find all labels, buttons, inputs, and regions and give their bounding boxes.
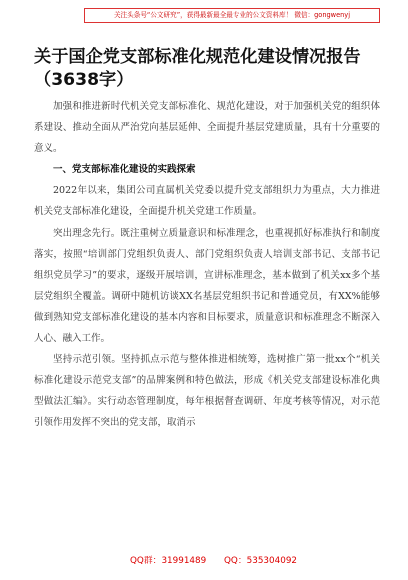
document-title: 关于国企党支部标准化规范化建设情况报告（3638字） (34, 47, 361, 90)
section-heading: 一、党支部标准化建设的实践探索 (53, 164, 196, 176)
body-paragraph: 突出理念先行。既注重树立质量意识和标准理念，也重视抓好标准执行和制度落实，按照“培训部门党组织负责人、部门党组织负责人培训支部书记、支部书记组织党员学习”的要求，逐级开展培训，宣讲标准理念，基本做到了机关xx多个基层党组织全覆盖。调研中随机访谈XX名基层党组织书记和普通党员，有XX%能够做到熟知党支部标准化建设的基本内容和目标要求，质量意识和标准理念不断深入人心、融入工作。 (34, 227, 380, 345)
body-paragraph: 2022年以来，集团公司直属机关党委以提升党支部组织力为重点，大力推进机关党支部标准化建设，全面提升机关党建工作质量。 (34, 185, 380, 218)
footer-contacts (0, 553, 408, 569)
qq-group-number: QQ群：31991489 (130, 556, 207, 566)
body-paragraph: 坚持示范引领。坚持抓点示范与整体推进相统筹，选树推广第一批xx个“机关标准化建设示范党支部”的品牌案例和特色做法，形成《机关党支部建设标准化典型做法汇编》。实行动态管理制度，每年根据督查调研、年度考核等情况，对示范引领作用发挥不突出的党支部，取消示 (34, 354, 380, 429)
top-promo-banner: 关注头条号“公文研究”，获得最新最全最专业的公文资料库！ 微信：gongwenyj (84, 8, 380, 23)
qq-number: QQ：535304092 (224, 556, 298, 566)
intro-paragraph: 加强和推进新时代机关党支部标准化、规范化建设，对于加强机关党的组织体系建设、推动全面从严治党向基层延伸、全面提升基层党建质量，具有十分重要的意义。 (34, 101, 380, 155)
document-body (34, 96, 380, 434)
